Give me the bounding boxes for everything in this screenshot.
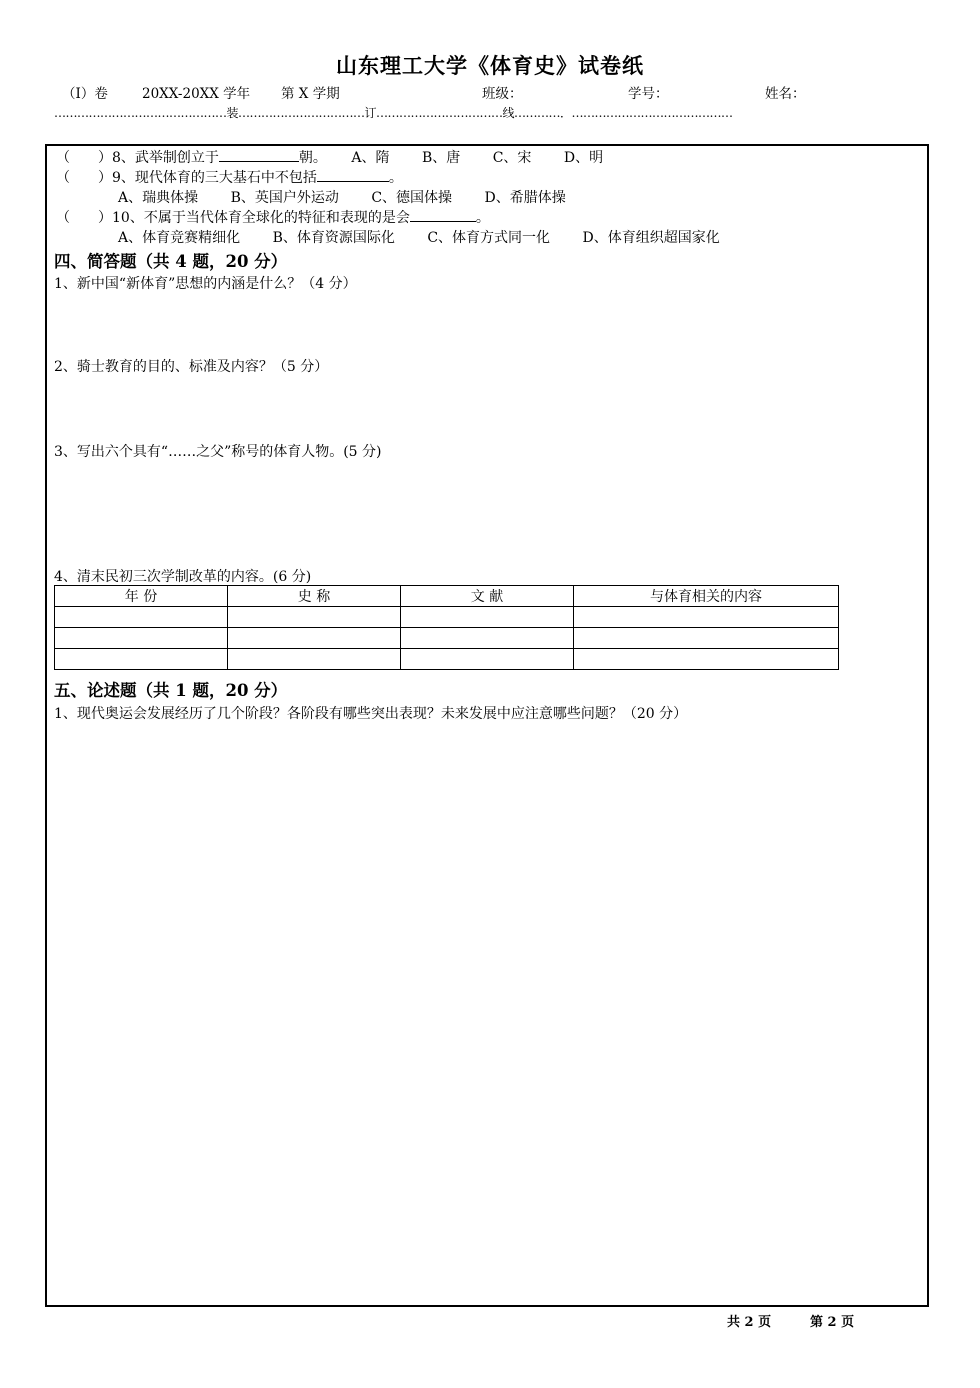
q10-suffix: 。 xyxy=(475,210,490,226)
table-cell[interactable] xyxy=(574,649,839,670)
table-row xyxy=(55,628,839,649)
table-cell[interactable] xyxy=(55,628,228,649)
header-historical-name: 史 称 xyxy=(228,586,401,607)
table-cell[interactable] xyxy=(55,607,228,628)
q9-option-b: B、英国户外运动 xyxy=(230,190,339,206)
question-9 xyxy=(56,167,403,187)
table-row xyxy=(55,607,839,628)
binding-seg-3: ……………………………线 xyxy=(376,106,515,120)
q9-option-c: C、德国体操 xyxy=(371,190,453,206)
short-question-4: 4、清末民初三次学制改革的内容。(6 分) xyxy=(54,569,312,585)
question-10 xyxy=(56,207,490,227)
answer-frame xyxy=(45,144,929,1307)
q9-blank[interactable] xyxy=(317,167,389,182)
q10-blank[interactable] xyxy=(410,207,476,222)
q9-options xyxy=(118,187,566,207)
q10-option-a: A、体育竞赛精细化 xyxy=(118,230,241,246)
binding-line xyxy=(54,104,924,121)
exam-title: 山东理工大学《体育史》试卷纸 xyxy=(336,53,644,78)
question-8 xyxy=(56,147,603,167)
name-label: 姓名： xyxy=(765,86,806,102)
academic-year: 20XX-20XX 学年 xyxy=(142,86,251,102)
q10-option-d: D、体育组织超国家化 xyxy=(582,230,720,246)
table-header-row xyxy=(55,586,839,607)
header-sports-content: 与体育相关的内容 xyxy=(574,586,839,607)
q9-option-a: A、瑞典体操 xyxy=(118,190,199,206)
essay-question-1: 1、现代奥运会发展经历了几个阶段？各阶段有哪些突出表现？未来发展中应注意哪些问题？（20 分） xyxy=(54,706,688,722)
section-5-heading: 五、论述题（共 1 题，20 分） xyxy=(54,681,288,700)
header-year: 年 份 xyxy=(55,586,228,607)
short-question-2: 2、骑士教育的目的、标准及内容？（5 分） xyxy=(54,359,329,375)
table-cell[interactable] xyxy=(228,649,401,670)
school-reform-table xyxy=(54,585,839,670)
q9-option-d: D、希腊体操 xyxy=(484,190,566,206)
q9-prefix: （ ）9、现代体育的三大基石中不包括 xyxy=(56,170,317,186)
q8-option-b: B、唐 xyxy=(421,150,461,166)
q10-option-b: B、体育资源国际化 xyxy=(272,230,395,246)
table-cell[interactable] xyxy=(401,628,574,649)
q9-suffix: 。 xyxy=(388,170,403,186)
header-document: 文 献 xyxy=(401,586,574,607)
paper-label: （I）卷 xyxy=(62,86,108,102)
q8-option-c: C、宋 xyxy=(492,150,532,166)
short-question-1: 1、新中国“新体育”思想的内涵是什么？（4 分） xyxy=(54,276,357,292)
short-question-3: 3、写出六个具有“……之父”称号的体育人物。(5 分) xyxy=(54,444,382,460)
table-cell[interactable] xyxy=(574,628,839,649)
table-cell[interactable] xyxy=(574,607,839,628)
binding-seg-4: …………．…………………………………… xyxy=(514,106,733,120)
table-cell[interactable] xyxy=(55,649,228,670)
binding-seg-1: ………………………………………装 xyxy=(54,106,239,120)
table-cell[interactable] xyxy=(401,649,574,670)
semester: 第 X 学期 xyxy=(281,86,340,102)
table-row xyxy=(55,649,839,670)
q10-prefix: （ ）10、不属于当代体育全球化的特征和表现的是会 xyxy=(56,210,410,226)
q10-options xyxy=(118,227,720,247)
binding-seg-2: ……………………………订 xyxy=(238,106,377,120)
q8-option-a: A、隋 xyxy=(351,150,390,166)
table-cell[interactable] xyxy=(401,607,574,628)
q10-option-c: C、体育方式同一化 xyxy=(427,230,551,246)
table-cell[interactable] xyxy=(228,628,401,649)
q8-suffix: 朝。 xyxy=(298,150,327,166)
section-4-heading: 四、简答题（共 4 题，20 分） xyxy=(54,252,288,271)
page-total: 共 2 页 xyxy=(727,1315,772,1330)
student-number-label: 学号： xyxy=(628,86,669,102)
q8-option-d: D、明 xyxy=(563,150,604,166)
q8-blank[interactable] xyxy=(219,147,299,162)
page-current: 第 2 页 xyxy=(810,1315,855,1330)
class-label: 班级： xyxy=(482,86,523,102)
table-cell[interactable] xyxy=(228,607,401,628)
q8-prefix: （ ）8、武举制创立于 xyxy=(56,150,219,166)
